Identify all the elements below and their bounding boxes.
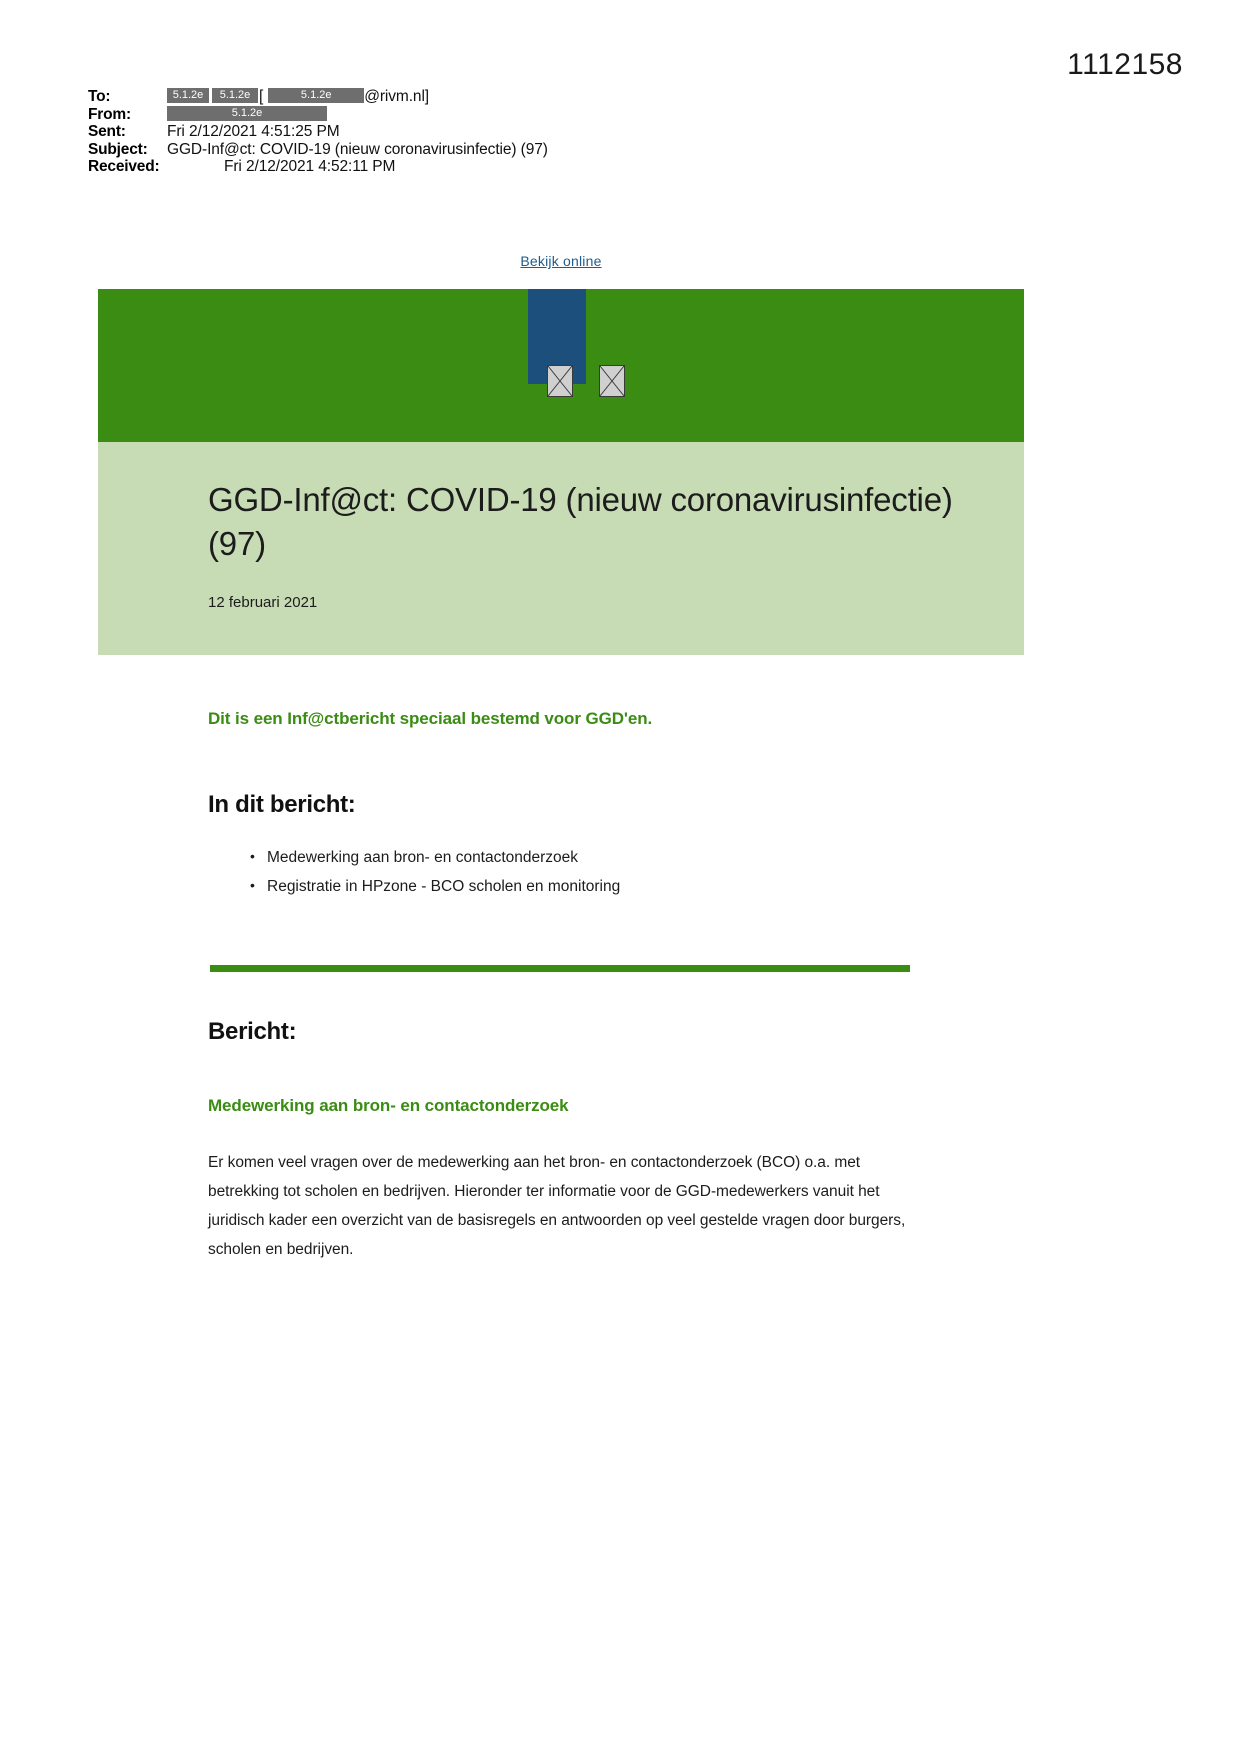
- mail-header-row-subject: [88, 141, 868, 159]
- publication-date: 12 februari 2021: [208, 594, 318, 611]
- section-divider: [210, 965, 910, 972]
- broken-image-icon: [547, 365, 573, 397]
- to-domain: @rivm.nl]: [364, 88, 429, 105]
- mail-header-row-to: [88, 88, 868, 106]
- redaction-block: 5.1.2e: [212, 88, 258, 103]
- received-label: Received:: [88, 158, 160, 175]
- subject-value: GGD-Inf@ct: COVID-19 (nieuw coronavirusinfectie) (97): [167, 140, 548, 158]
- received-value: [167, 158, 395, 176]
- message-heading: Bericht:: [208, 1018, 297, 1045]
- from-value: [167, 106, 327, 124]
- subject-label: Subject:: [88, 140, 148, 158]
- page-scan-number: 1112158: [1067, 48, 1183, 81]
- message-paragraph: Er komen veel vragen over de medewerking aan het bron- en contactonderzoek (BCO) o.a. met betrekking tot scholen en bedrijven. Hieronder ter informatie voor de GGD-medewerkers vanuit het juridisch kader een overzicht van de basisregels en antwoorden op veel gestelde vragen door burgers, scholen en bedrijven.: [208, 1154, 906, 1258]
- to-value: [167, 88, 429, 106]
- bracket-open: [: [259, 88, 264, 105]
- redaction-block: 5.1.2e: [268, 88, 364, 103]
- broken-image-icon: [599, 365, 625, 397]
- from-label: From:: [88, 105, 131, 123]
- received-timestamp: Fri 2/12/2021 4:52:11 PM: [224, 158, 396, 175]
- to-label: To:: [88, 88, 111, 105]
- toc-heading: In dit bericht:: [208, 791, 356, 818]
- sent-value: Fri 2/12/2021 4:51:25 PM: [167, 123, 340, 140]
- mail-header-row-received: [88, 158, 868, 176]
- email-body: [98, 205, 1024, 1324]
- email-content: [98, 655, 1024, 1324]
- title-block: [98, 442, 1024, 655]
- toc-list: [98, 843, 1024, 901]
- page-title: GGD-Inf@ct: COVID-19 (nieuw coronavirusinfectie) (97): [208, 481, 953, 562]
- list-item: • Medewerking aan bron- en contactonderzoek: [250, 843, 1024, 872]
- mail-header: [88, 88, 868, 176]
- mail-header-row-from: [88, 106, 868, 124]
- sent-label: Sent:: [88, 123, 126, 140]
- redaction-block: 5.1.2e: [167, 88, 209, 103]
- view-online-row: [98, 205, 1024, 289]
- message-subheading: Medewerking aan bron- en contactonderzoek: [208, 1096, 569, 1115]
- redaction-block: 5.1.2e: [167, 106, 327, 121]
- view-online-link[interactable]: Bekijk online: [520, 253, 602, 269]
- email-banner: [98, 289, 1024, 442]
- list-item: • Registratie in HPzone - BCO scholen en monitoring: [250, 872, 1024, 901]
- mail-header-row-sent: [88, 123, 868, 141]
- intro-notice: Dit is een Inf@ctbericht speciaal bestemd voor GGD'en.: [208, 709, 653, 728]
